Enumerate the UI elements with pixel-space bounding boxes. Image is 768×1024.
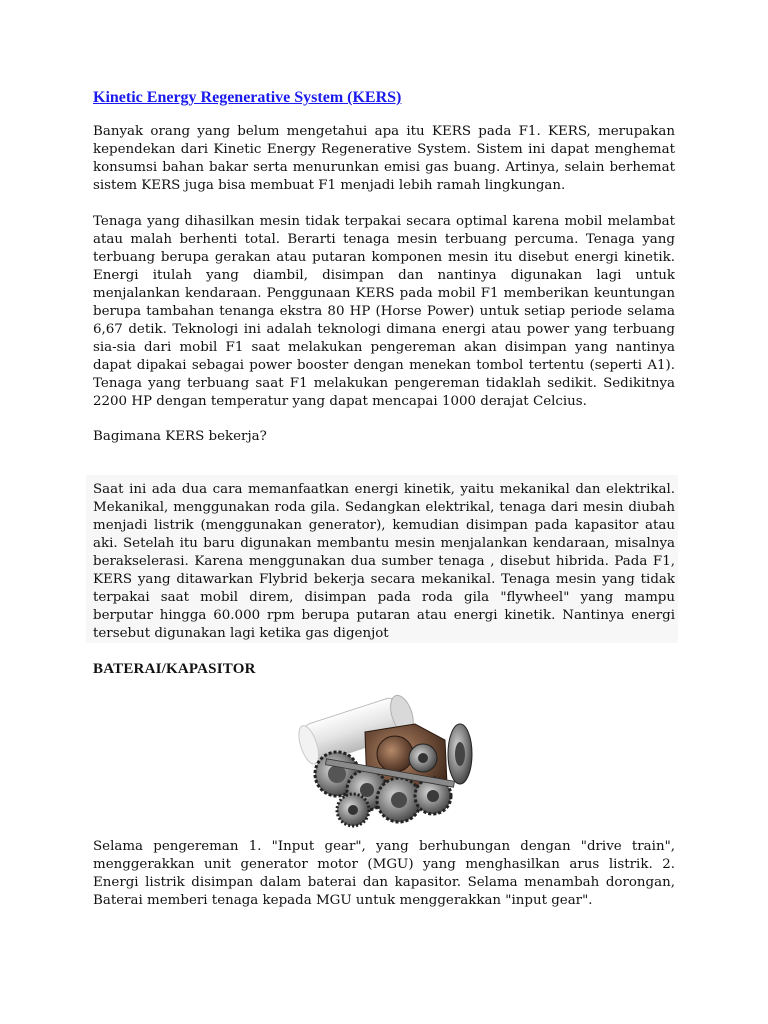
text-line: konsumsi bahan bakar serta menurunkan emisi gas buang. Artinya, selain berhemat xyxy=(93,160,675,175)
kers-gearbox-illustration xyxy=(295,692,481,832)
text-line: Bagimana KERS bekerja? xyxy=(93,429,267,444)
text-line: Saat ini ada dua cara memanfaatkan energi kinetik, yaitu mekanikal dan elektrikal. xyxy=(93,482,675,497)
text-line: Selama pengereman 1. "Input gear", yang berhubungan dengan "drive train", xyxy=(93,839,675,854)
text-line: berupa tambahan tenanga ekstra 80 HP (Horse Power) untuk setiap periode selama xyxy=(93,304,675,319)
document-title-link[interactable]: Kinetic Energy Regenerative System (KERS) xyxy=(93,89,402,106)
text-line: atau malah berhenti total. Berarti tenaga mesin terbuang percuma. Tenaga yang xyxy=(93,232,675,247)
text-line: Tenaga yang terbuang saat F1 melakukan pengereman tidaklah sedikit. Sedikitnya xyxy=(93,376,675,391)
text-line: terbuang berupa gerakan atau putaran komponen mesin itu disebut energi kinetik. xyxy=(93,250,675,265)
text-line: kependekan dari Kinetic Energy Regenerative System. Sistem ini dapat menghemat xyxy=(93,142,675,157)
text-line: Baterai memberi tenaga kepada MGU untuk menggerakkan "input gear". xyxy=(93,893,593,908)
text-line: sistem KERS juga bisa membuat F1 menjadi lebih ramah lingkungan. xyxy=(93,178,566,193)
text-line: terpakai saat mobil direm, disimpan pada roda gila "flywheel" yang mampu xyxy=(93,590,675,605)
mechanism-paragraph xyxy=(93,481,675,643)
text-line: tersebut digunakan lagi ketika gas digenjot xyxy=(93,626,389,641)
text-line: 6,67 detik. Teknologi ini adalah teknologi dimana energi atau power yang terbuang xyxy=(93,322,675,337)
text-line: berputar hingga 60.000 rpm berupa putaran atau energi kinetik. Nantinya energi xyxy=(93,608,675,623)
text-line: menjalankan kendaraan. Penggunaan KERS pada mobil F1 memberikan keuntungan xyxy=(93,286,675,301)
text-line: 2200 HP dengan temperatur yang dapat mencapai 1000 derajat Celcius. xyxy=(93,394,587,409)
text-line: Energi listrik disimpan dalam baterai dan kapasitor. Selama menambah dorongan, xyxy=(93,875,675,890)
text-line: KERS yang ditawarkan Flybrid bekerja secara mekanikal. Tenaga mesin yang tidak xyxy=(93,572,675,587)
battery-paragraph xyxy=(93,838,675,910)
text-line: menjadi listrik (menggunakan generator), kemudian disimpan pada kapasitor atau xyxy=(93,518,675,533)
section-heading: BATERAI/KAPASITOR xyxy=(93,661,256,677)
text-line: sia-sia dari mobil F1 saat melakukan pengereman akan disimpan yang nantinya xyxy=(93,340,675,355)
text-line: Mekanikal, menggunakan roda gila. Sedangkan elektrikal, tenaga dari mesin diubah xyxy=(93,500,675,515)
text-line: Energi itulah yang diambil, disimpan dan nantinya digunakan lagi untuk xyxy=(93,268,675,283)
text-line: dapat dipakai sebagai power booster dengan menekan tombol tertentu (seperti A1). xyxy=(93,358,675,373)
text-line: menggerakkan unit generator motor (MGU) yang menghasilkan arus listrik. 2. xyxy=(93,857,675,872)
text-line: Tenaga yang dihasilkan mesin tidak terpakai secara optimal karena mobil melambat xyxy=(93,214,675,229)
text-line: Banyak orang yang belum mengetahui apa itu KERS pada F1. KERS, merupakan xyxy=(93,124,675,139)
text-line: berakselerasi. Karena menggunakan dua sumber tenaga , disebut hibrida. Pada F1, xyxy=(93,554,675,569)
energy-paragraph xyxy=(93,213,675,411)
intro-paragraph xyxy=(93,123,675,195)
text-line: aki. Setelah itu baru digunakan membantu mesin menjalankan kendaraan, misalnya xyxy=(93,536,675,551)
question-text xyxy=(93,428,675,446)
